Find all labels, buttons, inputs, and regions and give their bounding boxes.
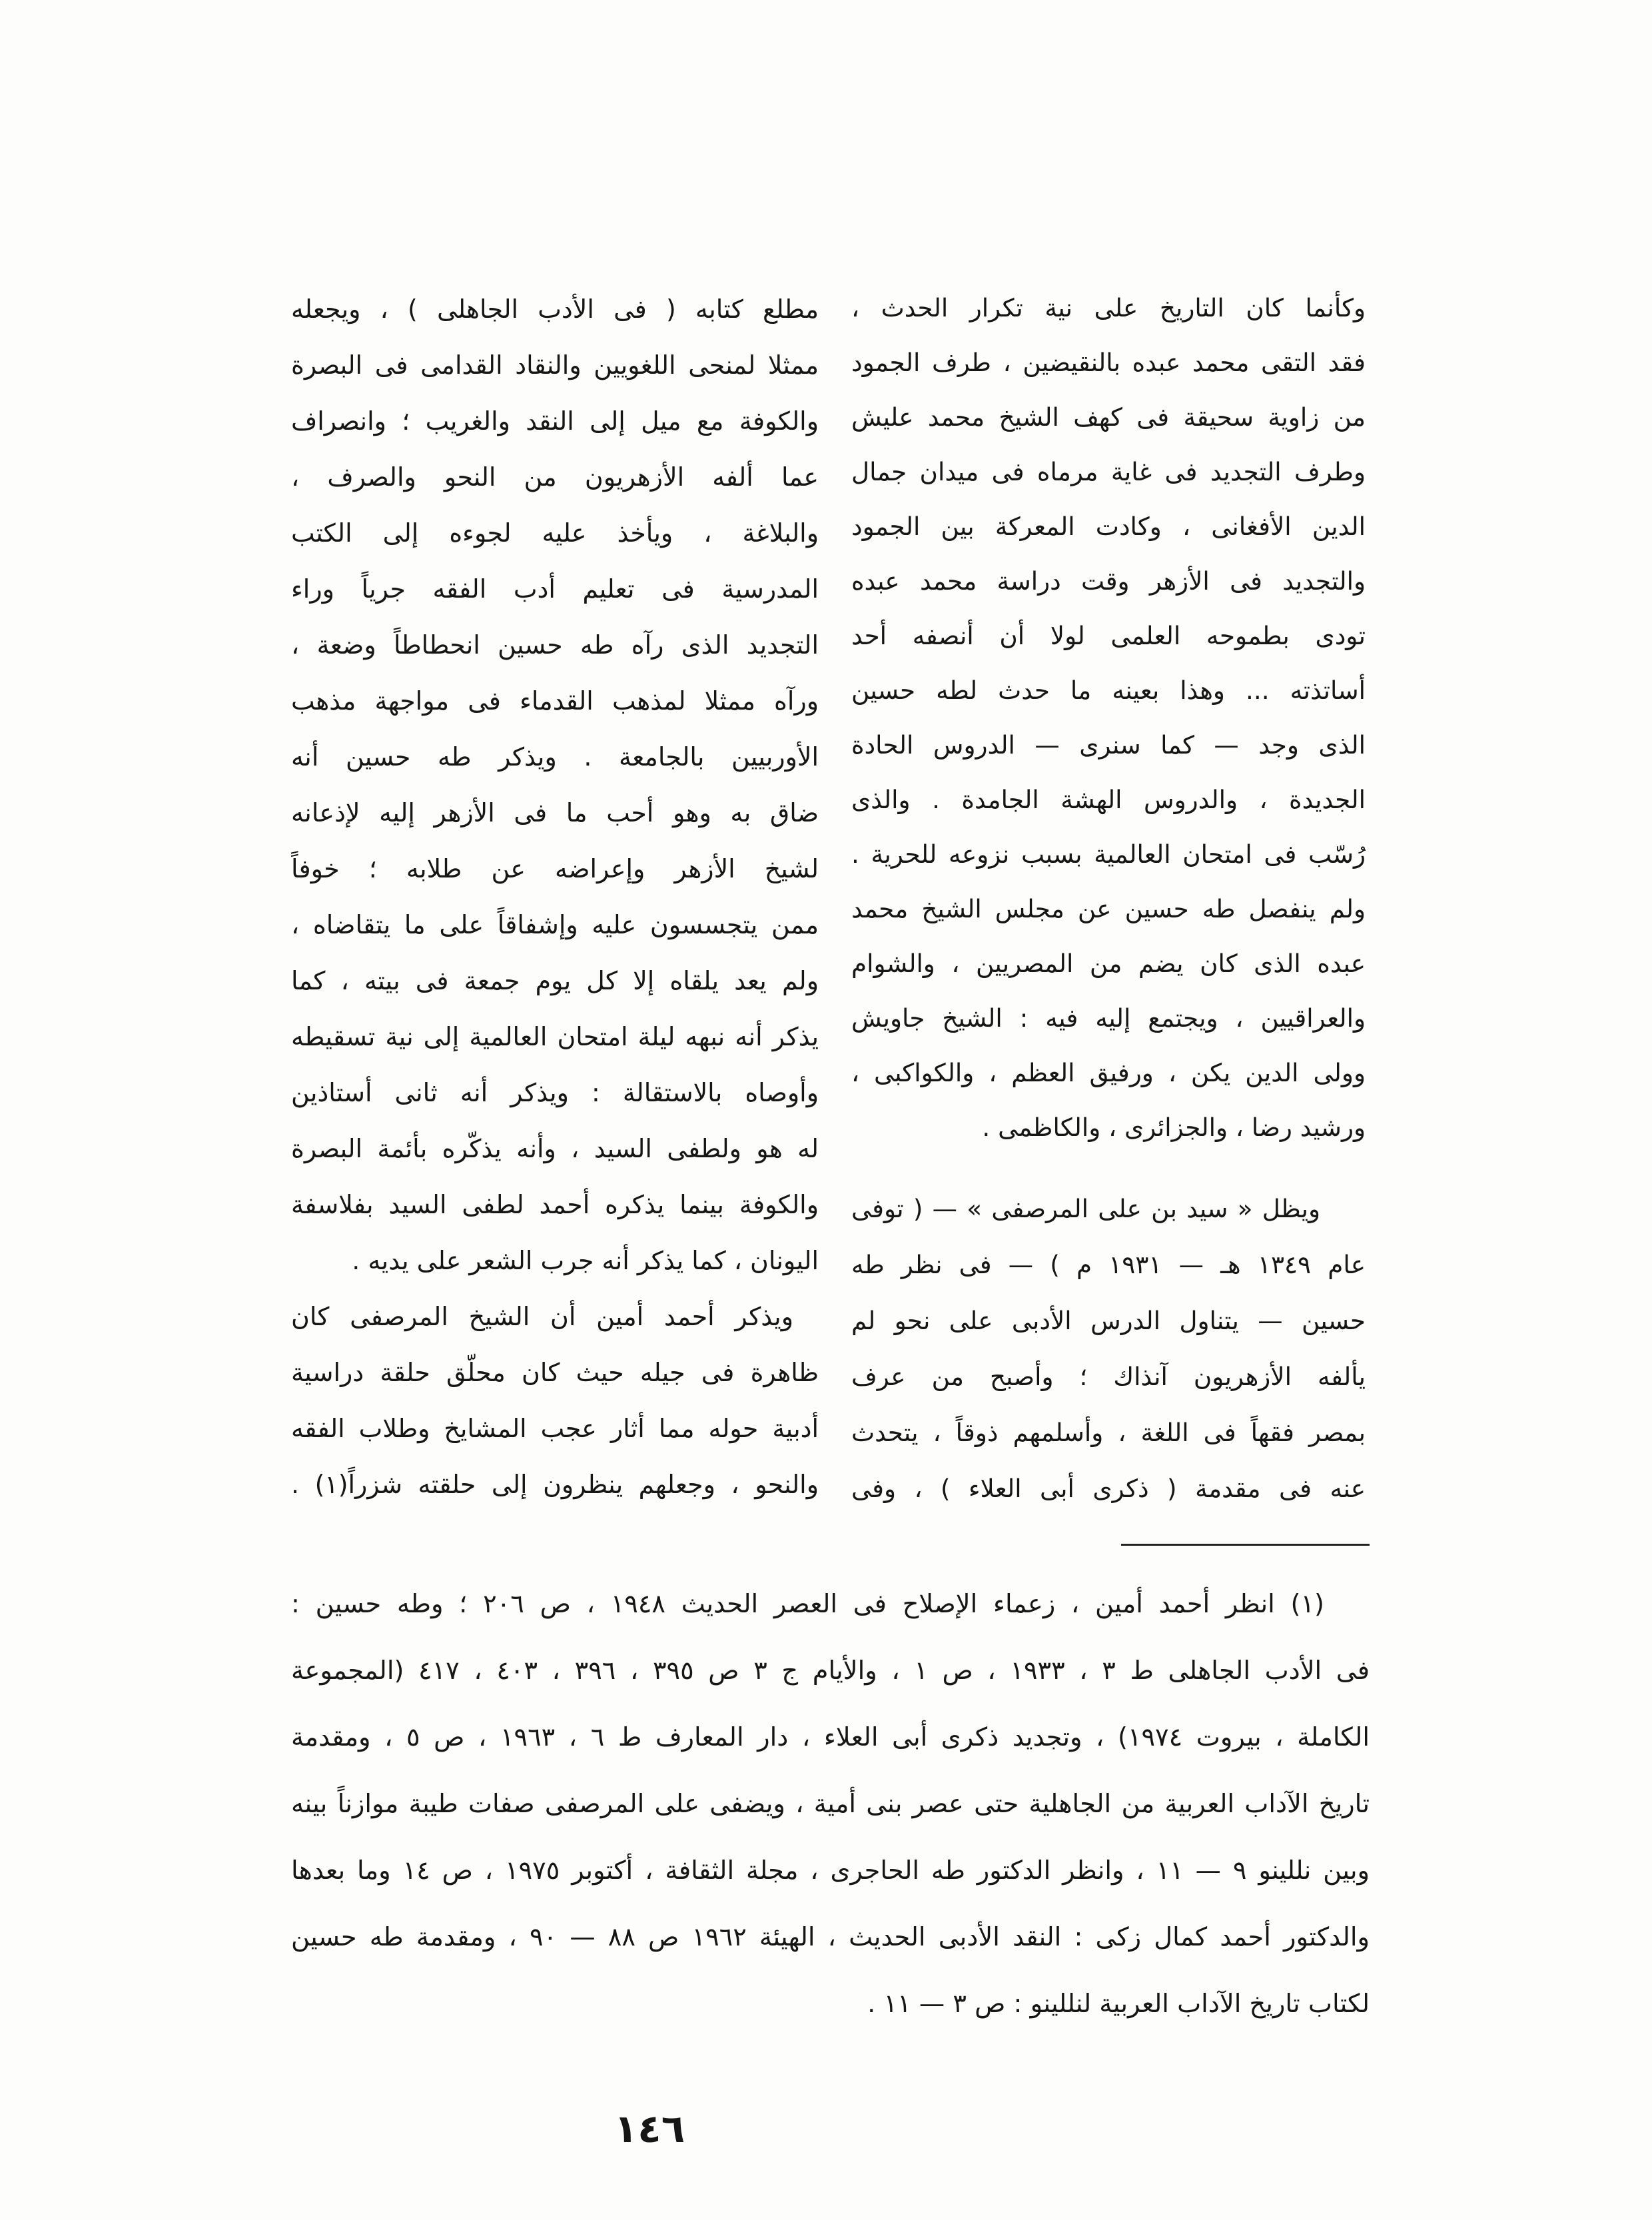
footnote-line: تاريخ الآداب العربية من الجاهلية حتى عصر بنى أمية ، ويضفى على المرصفى صفات طيبة موازناً بينه [291,1789,1370,1819]
text-line: وولى الدين يكن ، ورفيق العظم ، والكواكبى ، [851,1058,1366,1087]
text-line: رُسّب فى امتحان العالمية بسبب نزوعه للحرية . [851,839,1366,869]
paragraph [851,280,1366,1155]
text-line: الجديدة ، والدروس الهشة الجامدة . والذى [851,785,1366,814]
text-line: والتجديد فى الأزهر وقت دراسة محمد عبده [851,566,1366,596]
text-line: والعراقيين ، ويجتمع إليه فيه : الشيخ جاويش [851,1003,1366,1033]
text-line: وطرف التجديد فى غاية مرماه فى ميدان جمال [851,457,1366,486]
text-line: والنحو ، وجعلهم ينظرون إلى حلقته شزراً(١) . [291,1470,819,1499]
text-line: عما ألفه الأزهريون من النحو والصرف ، [291,462,819,492]
text-line: ورشيد رضا ، والجزائرى ، والكاظمى . [982,1113,1366,1142]
text-line: المدرسية فى تعليم أدب الفقه جرياً وراء [291,574,819,604]
text-line: ضاق به وهو أحب ما فى الأزهر إليه لإذعانه [291,798,819,828]
text-line: فقد التقى محمد عبده بالنقيضين ، طرف الجمود [851,348,1366,377]
right-text-column [851,280,1366,1516]
text-line: عبده الذى كان يضم من المصريين ، والشوام [851,949,1366,978]
left-text-column [291,281,819,1512]
text-line: لشيخ الأزهر وإعراضه عن طلابه ؛ خوفاً [291,854,819,883]
text-line: مطلع كتابه ( فى الأدب الجاهلى ) ، ويجعله [291,294,819,324]
footnote-line: لكتاب تاريخ الآداب العربية لنللينو : ص ٣ — ١١ . [867,1989,1370,2019]
text-line: وأوصاه بالاستقالة : ويذكر أنه ثانى أستاذين [291,1078,819,1107]
text-line: بمصر فقهاً فى اللغة ، وأسلمهم ذوقاً ، يتحدث [851,1418,1366,1447]
text-line: تودى بطموحه العلمى لولا أن أنصفه أحد [851,621,1366,650]
text-line: ممن يتجسسون عليه وإشفاقاً على ما يتقاضاه ، [291,910,819,939]
text-line: ويظل « سيد بن على المرصفى » — ( توفى [851,1194,1320,1223]
text-line: والكوفة بينما يذكره أحمد لطفى السيد بفلاسفة [291,1190,819,1219]
text-line: من زاوية سحيقة فى كهف الشيخ محمد عليش [851,402,1366,432]
footnote-line: الكاملة ، بيروت ١٩٧٤) ، وتجديد ذكرى أبى العلاء ، دار المعارف ط ٦ ، ١٩٦٣ ، ص ٥ ، ومقدمة [291,1722,1370,1752]
text-line: ولم يعد يلقاه إلا كل يوم جمعة فى بيته ، كما [291,966,819,995]
text-line: ظاهرة فى جيله حيث كان محلّق حلقة دراسية [291,1358,819,1387]
text-line: له هو ولطفى السيد ، وأنه يذكّره بأئمة البصرة [291,1134,819,1163]
text-line: والكوفة مع ميل إلى النقد والغريب ؛ وانصراف [291,406,819,436]
text-line: ممثلا لمنحى اللغويين والنقاد القدامى فى البصرة [291,350,819,380]
footnote-line: فى الأدب الجاهلى ط ٣ ، ١٩٣٣ ، ص ١ ، والأيام ج ٣ ص ٣٩٥ ، ٣٩٦ ، ٤٠٣ ، ٤١٧ (المجموعة [291,1656,1370,1686]
text-line: يذكر أنه نبهه ليلة امتحان العالمية إلى نية تسقيطه [291,1022,819,1051]
text-line: ويذكر أحمد أمين أن الشيخ المرصفى كان [291,1302,793,1331]
text-line: والبلاغة ، ويأخذ عليه لجوءه إلى الكتب [291,518,819,548]
text-line: أدبية حوله مما أثار عجب المشايخ وطلاب الفقه [291,1414,819,1443]
text-line: وكأنما كان التاريخ على نية تكرار الحدث ، [851,293,1366,322]
text-line: ولم ينفصل طه حسين عن مجلس الشيخ محمد [851,894,1366,923]
text-line: أساتذته ... وهذا بعينه ما حدث لطه حسين [851,676,1366,705]
text-line: عنه فى مقدمة ( ذكرى أبى العلاء ) ، وفى [851,1474,1366,1503]
footnote-line: (١) انظر أحمد أمين ، زعماء الإصلاح فى العصر الحديث ١٩٤٨ ، ص ٢٠٦ ؛ وطه حسين : [291,1589,1324,1619]
footnote-line: وبين نللينو ٩ — ١١ ، وانظر الدكتور طه الحاجرى ، مجلة الثقافة ، أكتوبر ١٩٧٥ ، ص ١٤ وما بعدها [291,1856,1370,1886]
text-line: اليونان ، كما يذكر أنه جرب الشعر على يديه . [352,1246,819,1275]
text-line: يألفه الأزهريون آنذاك ؛ وأصبح من عرف [851,1362,1366,1391]
footnote-line: والدكتور أحمد كمال زكى : النقد الأدبى الحديث ، الهيئة ١٩٦٢ ص ٨٨ — ٩٠ ، ومقدمة طه حسين [291,1922,1370,1952]
text-line: حسين — يتناول الدرس الأدبى على نحو لم [851,1306,1366,1335]
footnote-separator [1121,1544,1370,1546]
text-line: الذى وجد — كما سنرى — الدروس الحادة [851,730,1366,760]
footnotes [291,1571,1370,2037]
text-line: عام ١٣٤٩ هـ — ١٩٣١ م ) — فى نظر طه [851,1250,1366,1279]
text-line: ورآه ممثلا لمذهب القدماء فى مواجهة مذهب [291,686,819,716]
paragraph [851,1181,1366,1516]
page-number: ١٤٦ [614,2106,685,2151]
text-line: التجديد الذى رآه طه حسين انحطاطاً وضعة ، [291,630,819,660]
text-line: الأوربيين بالجامعة . ويذكر طه حسين أنه [291,742,819,772]
text-line: الدين الأفغانى ، وكادت المعركة بين الجمود [851,512,1366,541]
